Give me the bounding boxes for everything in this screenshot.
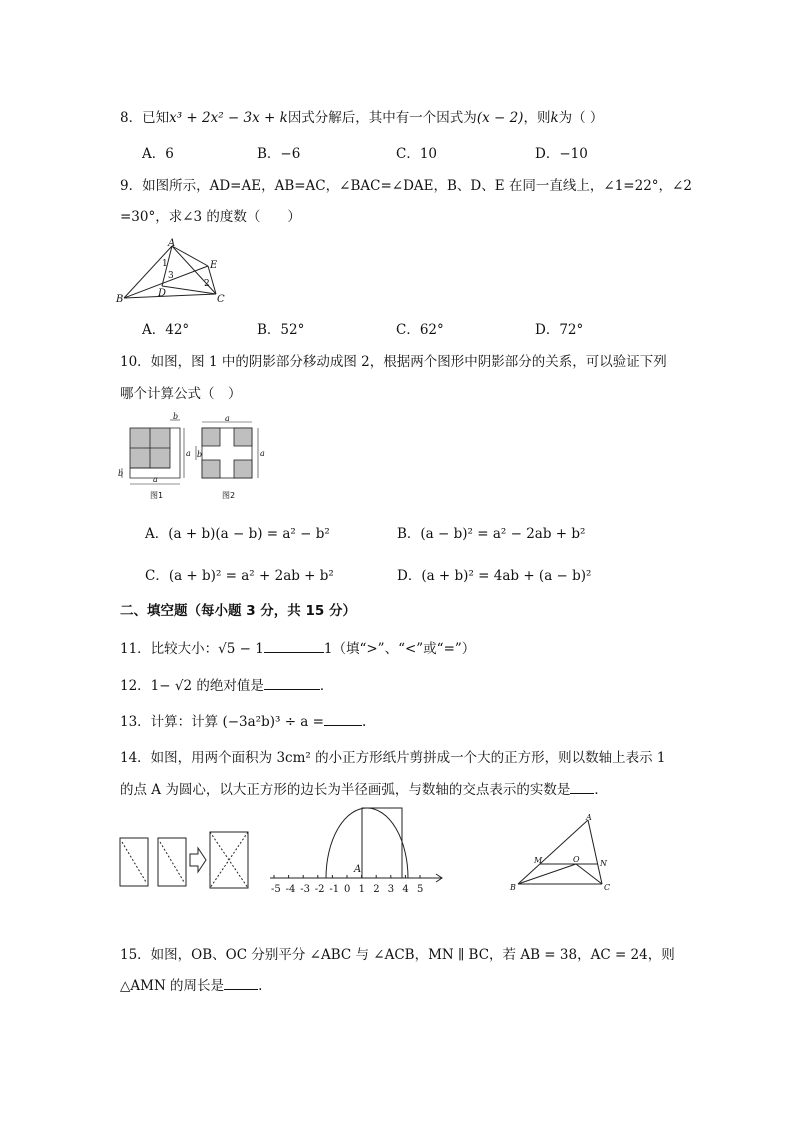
q14-axis-tick-label: -5: [271, 884, 281, 895]
q9-option-d: D．72°: [535, 322, 584, 338]
q15-label-a: A: [586, 813, 592, 822]
q14-axis-tick-label: -3: [300, 884, 310, 895]
q9-label-a: A: [168, 238, 176, 249]
q14-small-square-1: [120, 838, 148, 886]
q10-fig2-label-a-top: a: [225, 414, 230, 423]
q14-arc: [326, 808, 408, 878]
q15-text-post: .: [258, 978, 263, 994]
q10-line1: 10．如图，图 1 中的阴影部分移动成图 2，根据两个图形中阴影部分的关系，可以验证下列: [120, 354, 667, 370]
q10-option-b: B．(a − b)² = a² − 2ab + b²: [397, 526, 586, 542]
q10-fig1-label-b-top: b: [173, 412, 179, 421]
q14-axis-tick-label: 1: [358, 884, 365, 895]
q15-label-n: N: [600, 859, 607, 868]
q14-number-line-figure: [266, 806, 446, 896]
q14-line1: 14．如图，用两个面积为 3cm² 的小正方形纸片剪拼成一个大的正方形，则以数轴上表示 1: [120, 750, 666, 766]
q12-text-pre: 12．1− √2 的绝对值是: [120, 678, 264, 694]
q9-angle-1: 1: [162, 259, 168, 269]
q14-line2: [120, 781, 608, 799]
q12-line: [120, 677, 333, 695]
q13-answer-blank[interactable]: [324, 713, 362, 726]
q9-angle-2: 2: [204, 279, 210, 289]
q9-label-b: B: [116, 294, 124, 305]
q8-number: 8．: [120, 110, 143, 126]
q14-squares-figure: [118, 830, 258, 890]
q9-segment-ae: [172, 246, 208, 266]
q14-answer-blank[interactable]: [570, 781, 594, 794]
q8-option-d: D．−10: [535, 146, 588, 162]
q15-label-c: C: [604, 883, 611, 892]
q15-triangle-figure: [510, 814, 620, 896]
q8-option-b: B．−6: [257, 146, 301, 162]
q8-text-end: 为（ ）: [558, 110, 604, 126]
q13-line: [120, 713, 366, 731]
q10-fig1-label-b-left: b: [118, 469, 124, 478]
q10-fig1-label-a-right: a: [186, 449, 191, 458]
q12-answer-blank[interactable]: [264, 677, 320, 690]
q10-fig2-label-b-left: b: [197, 450, 203, 459]
q14-text-pre: 的点 A 为圆心，以大正方形的边长为半径画弧，与数轴的交点表示的实数是: [120, 782, 571, 798]
q8-polynomial: x³ + 2x² − 3x + k: [169, 110, 288, 126]
q14-axis-tick-label: -4: [285, 884, 296, 895]
q15-label-o: O: [573, 855, 580, 864]
q8-var: k: [550, 110, 559, 126]
q9-triangle-figure: [116, 240, 236, 310]
q11-line: [120, 640, 475, 658]
q10-figure: [118, 412, 268, 508]
q9-option-c: C．62°: [396, 322, 444, 338]
q14-axis-tick-label: -1: [329, 884, 340, 895]
q14-axis-tick-label: 5: [417, 884, 424, 895]
q15-segment-bo: [518, 864, 576, 884]
q12-text-post: ．: [319, 678, 334, 694]
q10-fig2-label-a-right: a: [260, 449, 265, 458]
q15-label-m: M: [534, 856, 543, 865]
q9-segment-bc: [124, 294, 216, 298]
q9-label-d: D: [158, 288, 167, 299]
q10-line2: 哪个计算公式（ ）: [120, 386, 242, 402]
q14-text-post: ．: [594, 782, 608, 798]
q8-stem: [120, 109, 603, 127]
q14-arrow-icon: [190, 848, 206, 872]
q10-option-d: D．(a + b)² = 4ab + (a − b)²: [397, 568, 592, 584]
q10-fig2-caption: 图2: [222, 491, 236, 500]
q8-text-pre: 已知: [142, 110, 170, 126]
q14-small-square-2: [158, 838, 186, 886]
q14-axis-tick-label: 0: [344, 884, 351, 895]
q11-text-pre: 11．比较大小：√5 − 1: [120, 641, 264, 657]
q9-option-b: B．52°: [257, 322, 305, 338]
q9-option-a: A．42°: [142, 322, 190, 338]
q10-option-c: C．(a + b)² = a² + 2ab + b²: [145, 568, 334, 584]
q14-point-a-label: A: [354, 864, 362, 875]
q13-text-post: .: [361, 714, 367, 730]
q9-angle-3: 3: [168, 271, 174, 281]
q9-line1: 9．如图所示，AD=AE，AB=AC，∠BAC=∠DAE，B、D、E 在同一直线上，∠1=22°，∠2: [120, 178, 692, 194]
q14-axis-tick-label: 2: [373, 884, 380, 895]
q10-option-a: A．(a + b)(a − b) = a² − b²: [145, 526, 330, 542]
q15-line1: 15．如图，OB、OC 分别平分 ∠ABC 与 ∠ACB，MN ∥ BC，若 AB = 38，AC = 24，则: [120, 947, 675, 963]
q10-fig1-caption: 图1: [150, 491, 164, 500]
q8-factor: (x − 2): [476, 110, 524, 126]
q9-label-e: E: [210, 260, 218, 271]
q13-text-pre: 13．计算：计算 (−3a²b)³ ÷ a =: [120, 714, 324, 730]
q15-answer-blank[interactable]: [224, 977, 258, 990]
q8-text-post: ，则: [523, 110, 551, 126]
q8-option-c: C．10: [396, 146, 438, 162]
q10-fig1-label-a-bottom: a: [153, 475, 158, 484]
section-2-title: 二、填空题（每小题 3 分，共 15 分）: [120, 603, 356, 619]
q14-axis-tick-label: 4: [402, 884, 409, 895]
q15-label-b: B: [510, 883, 516, 892]
q14-axis-tick-label: -2: [314, 884, 325, 895]
q8-option-a: A．6: [142, 146, 174, 162]
q14-square-on-axis: [362, 808, 402, 878]
q11-answer-blank[interactable]: [264, 640, 324, 653]
q9-line2: =30°，求∠3 的度数（ ）: [120, 209, 301, 225]
q14-axis-tick-label: 3: [387, 884, 395, 895]
q9-label-c: C: [217, 294, 225, 305]
q15-segment-ab: [518, 820, 588, 884]
q8-text-mid: 因式分解后，其中有一个因式为: [287, 110, 477, 126]
q11-text-post: 1（填“>”、“<”或“=”）: [323, 641, 476, 657]
q15-line2: [120, 977, 262, 995]
q15-text-pre: △AMN 的周长是: [120, 978, 225, 994]
